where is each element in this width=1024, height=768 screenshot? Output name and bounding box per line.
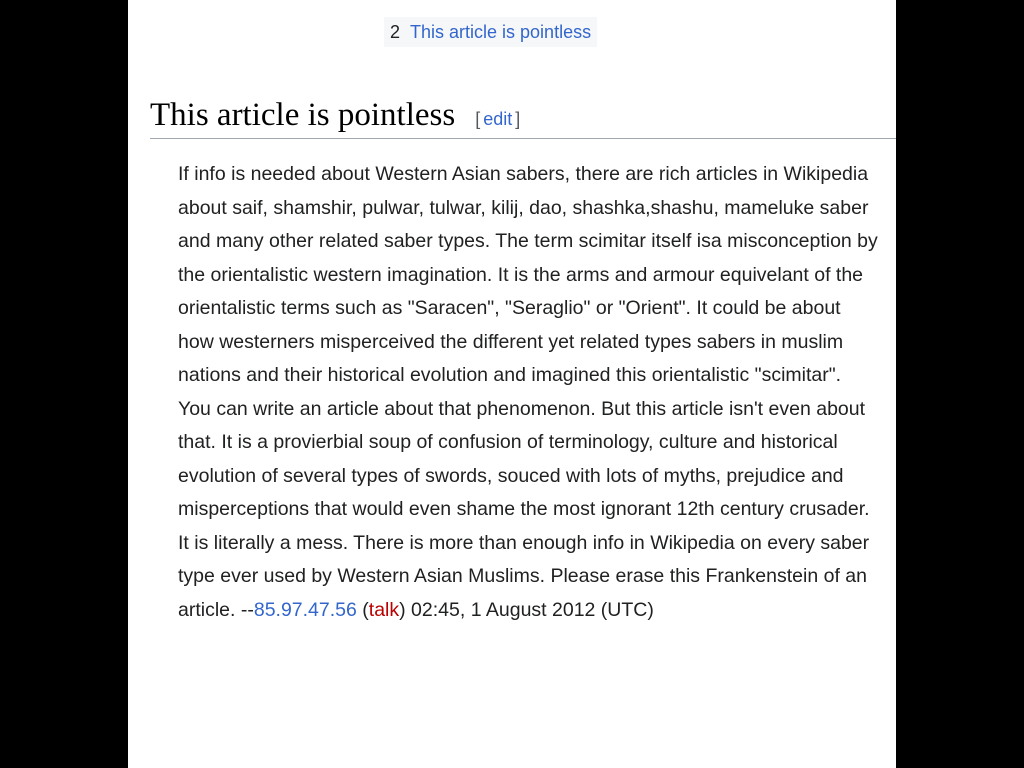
comment-timestamp: 02:45, 1 August 2012 (UTC) [405, 598, 654, 621]
user-contribs-link[interactable]: 85.97.47.56 [253, 598, 357, 621]
section-title: This article is pointless [150, 97, 456, 133]
edit-link[interactable]: edit [483, 109, 513, 129]
page [128, 0, 896, 768]
toc-entry[interactable] [384, 17, 597, 47]
talk-paren-close: ) [399, 598, 406, 621]
talk-comment [178, 158, 878, 627]
section-heading [150, 92, 896, 139]
edit-bracket-close: ] [515, 109, 521, 129]
edit-bracket-open: [ [475, 109, 481, 129]
toc-number: 2 [390, 21, 401, 42]
toc-link[interactable]: This article is pointless [410, 21, 592, 42]
user-talk-link[interactable]: talk [368, 598, 400, 621]
edit-section [475, 109, 520, 130]
comment-body: If info is needed about Western Asian sabers, there are rich articles in Wikipedia about saif, shamshir, pulwar, tulwar, kilij, dao, shashka,shashu, mameluke saber and many other related saber types. The term scimitar itself isa misconception by the orientalistic western imagination. It is the arms and armour equivelant of the orientalistic terms such as "Saracen", "Seraglio" or "Orient". It could be about how westerners misperceived the different yet related types sabers in muslim nations and their historical evolution and imagined this orientalistic "scimitar". You can write an article about that phenomenon. But this article isn't even about that. It is a provierbial soup of confusion of terminology, culture and historical evolution of several types of swords, souced with lots of myths, prejudice and misperceptions that would even shame the most ignorant 12th century crusader. It is literally a mess. There is more than enough info in Wikipedia on every saber type ever used by Western Asian Muslims. Please erase this Frankenstein of an article. -- [178, 163, 878, 621]
talk-paren-open: ( [356, 598, 369, 621]
